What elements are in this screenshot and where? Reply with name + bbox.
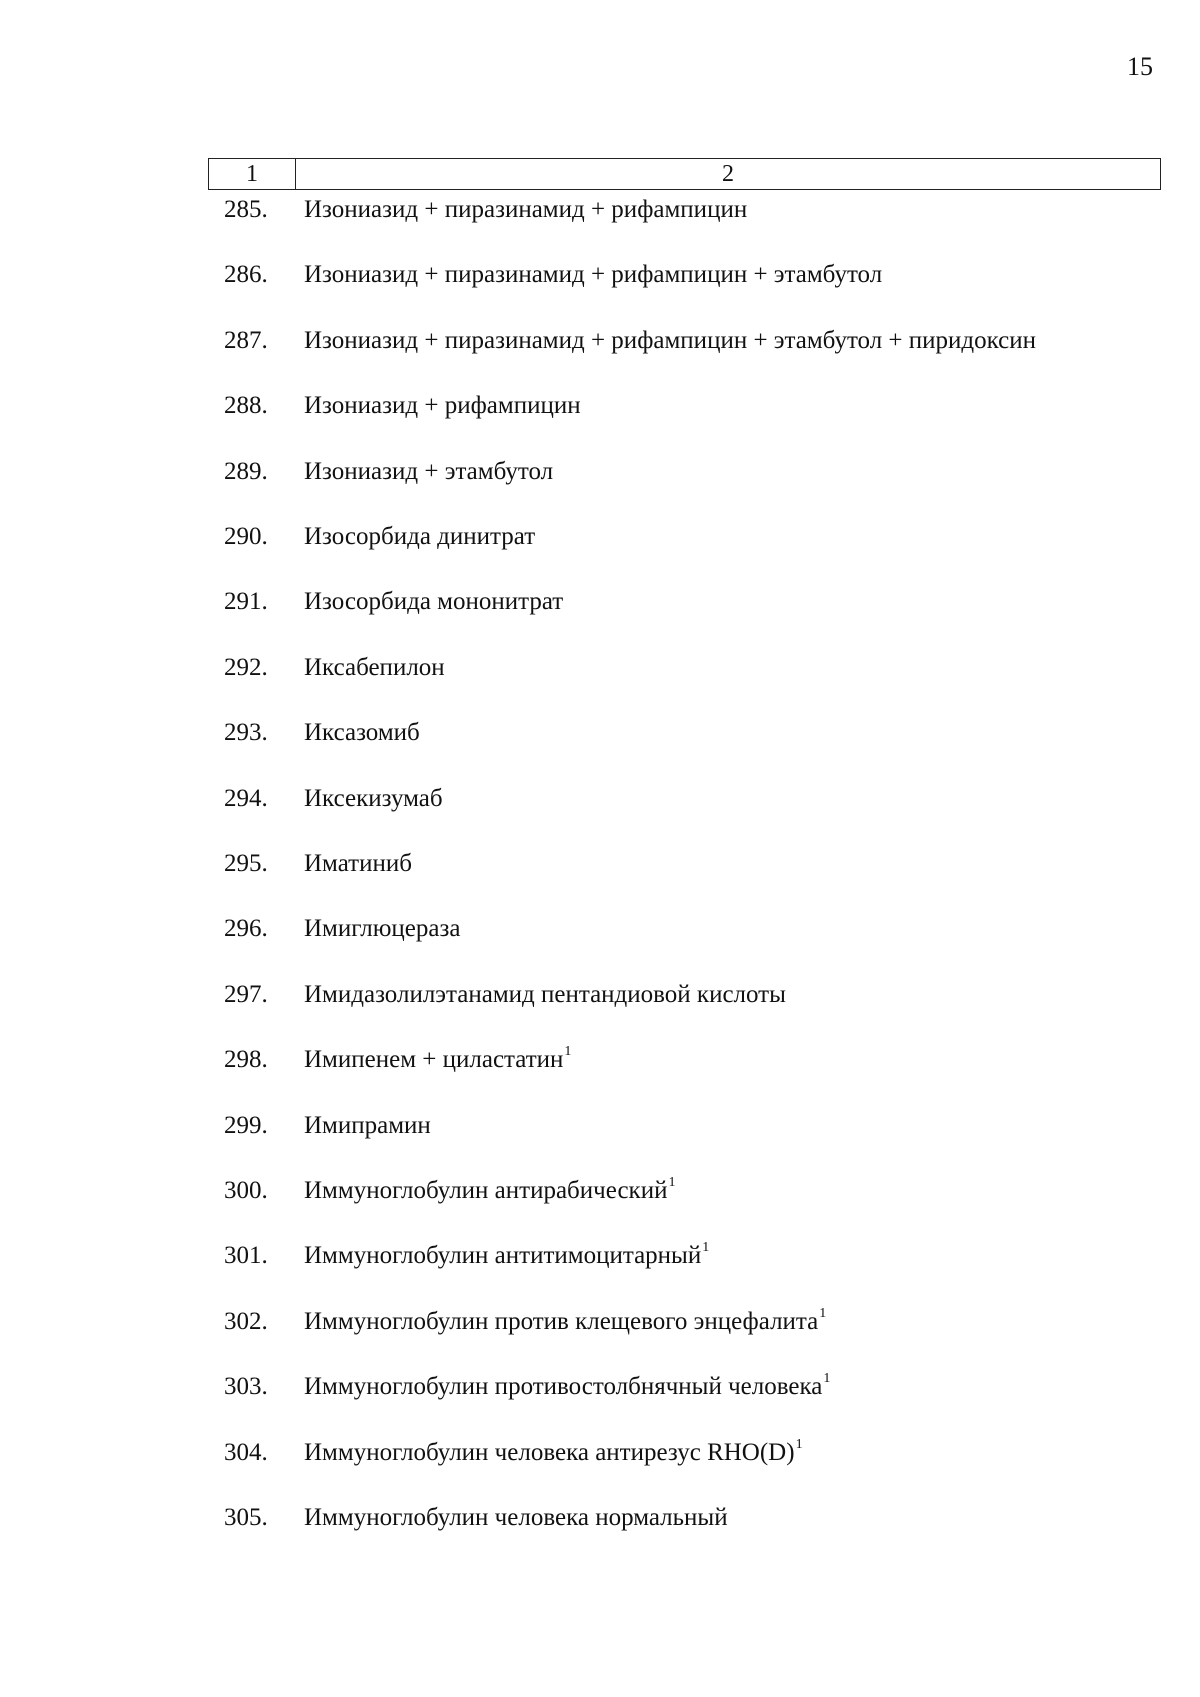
row-drug-name	[304, 321, 1036, 361]
row-drug-name	[304, 517, 535, 557]
row-number: 290.	[224, 523, 268, 550]
row-drug-name	[304, 582, 563, 622]
row-drug-name	[304, 975, 786, 1015]
drug-name-text: Изониазид + рифампицин	[304, 392, 581, 420]
drug-name-text: Иксабепилон	[304, 653, 445, 681]
footnote-marker: 1	[795, 1436, 803, 1452]
row-drug-name	[304, 190, 747, 230]
row-number: 292.	[224, 653, 268, 681]
row-number: 285.	[224, 196, 268, 223]
column-header-name: 2	[722, 161, 734, 187]
drug-name-text: Иксазомиб	[304, 719, 420, 747]
row-drug-name	[304, 1236, 709, 1280]
drug-name-text: Изониазид + пиразинамид + рифампицин + этамбутол + пиридоксин	[304, 326, 1037, 354]
row-number: 297.	[224, 980, 268, 1008]
row-drug-name	[304, 844, 412, 884]
row-number: 304.	[224, 1438, 268, 1466]
row-number: 288.	[224, 392, 268, 420]
row-number: 287.	[224, 326, 268, 354]
row-drug-name	[304, 713, 420, 753]
drug-name-text: Иматиниб	[304, 850, 412, 877]
row-drug-name	[304, 1367, 830, 1411]
drug-name-text: Изониазид + этамбутол	[304, 457, 554, 485]
row-drug-name	[304, 1302, 826, 1346]
row-drug-name	[304, 255, 882, 295]
row-number: 298.	[224, 1046, 268, 1074]
row-number: 293.	[224, 719, 268, 747]
row-drug-name	[304, 386, 581, 426]
footnote-marker: 1	[823, 1371, 831, 1387]
row-drug-name	[304, 1106, 431, 1146]
drug-name-text: Иммуноглобулин человека антирезус RHO(D)	[304, 1438, 795, 1466]
row-number: 294.	[224, 784, 268, 812]
drug-name-text: Иммуноглобулин против клещевого энцефалита	[304, 1307, 819, 1335]
row-drug-name	[304, 452, 553, 492]
drug-name-text: Имипрамин	[304, 1111, 431, 1139]
row-number: 300.	[224, 1177, 268, 1204]
row-drug-name	[304, 1040, 571, 1084]
row-number: 295.	[224, 850, 268, 877]
drug-name-text: Иксекизумаб	[304, 784, 443, 812]
row-number: 291.	[224, 588, 268, 616]
drug-name-text: Изониазид + пиразинамид + рифампицин + этамбутол	[304, 261, 883, 289]
row-number: 302.	[224, 1307, 268, 1335]
row-drug-name	[304, 648, 445, 688]
row-drug-name	[304, 909, 460, 949]
footnote-marker: 1	[564, 1044, 572, 1060]
row-number: 301.	[224, 1242, 268, 1270]
table-header	[208, 158, 1161, 190]
drug-name-text: Изосорбида мононитрат	[304, 588, 564, 616]
row-number: 296.	[224, 915, 268, 943]
footnote-marker: 1	[819, 1305, 827, 1321]
drug-name-text: Иммуноглобулин антитимоцитарный	[304, 1242, 702, 1270]
drug-name-text: Имипенем + циластатин	[304, 1046, 564, 1074]
row-drug-name	[304, 1433, 803, 1477]
drug-name-text: Имидазолилэтанамид пентандиовой кислоты	[304, 980, 786, 1008]
drug-name-text: Изониазид + пиразинамид + рифампицин	[304, 196, 748, 223]
drug-name-text: Иммуноглобулин антирабический	[304, 1177, 668, 1204]
row-number: 289.	[224, 457, 268, 485]
footnote-marker: 1	[668, 1175, 676, 1190]
row-drug-name	[304, 779, 443, 819]
row-drug-name	[304, 1171, 675, 1215]
column-header-number: 1	[209, 159, 296, 189]
page-number: 15	[1127, 52, 1153, 81]
drug-name-text: Иммуноглобулин противостолбнячный человека	[304, 1373, 823, 1401]
row-number: 303.	[224, 1373, 268, 1401]
row-drug-name	[304, 1498, 728, 1538]
footnote-marker: 1	[702, 1240, 710, 1256]
row-number: 286.	[224, 261, 268, 289]
row-number: 305.	[224, 1504, 268, 1531]
drug-name-text: Имиглюцераза	[304, 915, 461, 943]
row-number: 299.	[224, 1111, 268, 1139]
drug-name-text: Иммуноглобулин человека нормальный	[304, 1504, 728, 1531]
drug-name-text: Изосорбида динитрат	[304, 523, 536, 550]
